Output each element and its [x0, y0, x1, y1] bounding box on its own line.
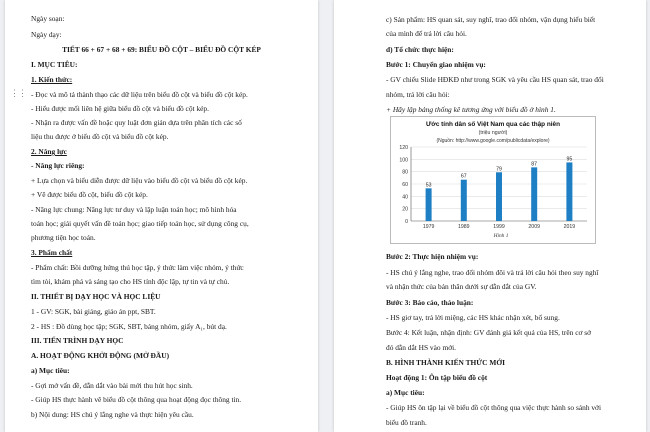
- y-tick-label: 120: [399, 145, 408, 151]
- left-line-1: Ngày soạn:: [31, 14, 65, 23]
- data-label-2019: 95: [566, 156, 573, 163]
- left-line-21: 1 - GV: SGK, bài giảng, giáo án ppt, SBT.: [31, 307, 156, 316]
- chart-title: Ước tính dân số Việt Nam qua các thập niên: [425, 121, 561, 128]
- left-line-10: 2. Năng lực: [31, 147, 67, 156]
- right-bottom-line-6: Bước 4: Kết luận, nhận định: GV đánh giá kết quả của HS, trên cơ sở: [386, 328, 592, 337]
- right-bottom-line-4: Bước 3: Báo cáo, thảo luận:: [386, 298, 474, 307]
- left-line-4: I. MỤC TIÊU:: [31, 60, 78, 69]
- y-tick-label: 40: [402, 194, 408, 201]
- y-tick-label: 0: [405, 219, 408, 225]
- left-line-12: + Lựa chọn và biểu diễn được dữ liệu vào biểu đồ cột và biểu đồ cột kép.: [31, 176, 248, 185]
- drag-handle-icon[interactable]: ⋮⋮: [10, 88, 26, 98]
- right-top-line-3: d) Tổ chức thực hiện:: [386, 45, 454, 54]
- right-bottom-line-8: B. HÌNH THÀNH KIẾN THỨC MỚI: [386, 358, 505, 367]
- data-label-1989: 67: [460, 173, 467, 180]
- left-line-13: + Vẽ được biểu đồ cột, biểu đồ cột kép.: [31, 190, 148, 199]
- left-line-8: - Nhận ra được vấn đề hoặc quy luật đơn giản dựa trên phân tích các số: [31, 118, 242, 127]
- data-label-2009: 87: [531, 161, 538, 168]
- left-line-7: - Hiểu được mối liên hệ giữa biểu đồ cột và biểu đồ cột kép.: [31, 104, 209, 113]
- left-line-23: III. TIẾN TRÌNH DẠY HỌC: [31, 336, 124, 345]
- x-tick-label-1989: 1989: [458, 224, 470, 230]
- bar-1999: [496, 172, 502, 221]
- chart-subtitle: (triệu người): [478, 130, 508, 136]
- bar-2019: [566, 162, 572, 221]
- right-bottom-line-3: và nhận thức của bản thân dưới sự dẫn dắt của GV.: [386, 282, 537, 291]
- data-label-1999: 79: [496, 166, 502, 173]
- right-bottom-line-5: - HS giơ tay, trả lời miệng, các HS khác nhận xét, bổ sung.: [386, 313, 560, 322]
- left-line-24: A. HOẠT ĐỘNG KHỞI ĐỘNG (MỞ ĐẦU): [31, 351, 170, 360]
- chart-caption: Hình 1: [493, 233, 509, 239]
- left-line-2: Ngày dạy:: [31, 30, 62, 39]
- y-tick-label: 80: [402, 169, 408, 176]
- left-line-15: toán học; giải quyết vấn đề toán học; giao tiếp toán học, sử dụng công cụ,: [31, 219, 249, 228]
- left-line-22: 2 - HS : Đồ dùng học tập; SGK, SBT, bảng nhóm, giấy A₁, bút dạ.: [31, 322, 227, 331]
- left-line-28: b) Nội dung: HS chú ý lắng nghe và thực hiện yêu cầu.: [31, 410, 194, 419]
- right-bottom-line-11: - Giúp HS ôn tập lại về biểu đồ cột thông qua việc thực hành so sánh với: [386, 403, 602, 412]
- left-line-16: phương tiện học toán.: [31, 233, 96, 242]
- left-line-26: - Gợi mở vấn đề, dẫn dắt vào bài mới thu hút học sinh.: [31, 381, 193, 390]
- right-top-line-2: của mình để trả lời câu hỏi.: [386, 29, 467, 38]
- left-line-6: - Đọc và mô tả thành thạo các dữ liệu trên biểu đồ cột và biểu đồ cột kép.: [31, 90, 248, 99]
- left-line-9: liệu thu được ở biểu đồ cột và biểu đồ cột kép.: [31, 132, 169, 141]
- left-line-27: - Giúp HS thực hành vẽ biểu đồ cột thông qua hoạt động đọc thông tin.: [31, 395, 242, 404]
- right-top-line-5: - GV chiếu Slide HĐKĐ như trong SGK và yêu cầu HS quan sát, trao đổi: [386, 75, 604, 84]
- right-top-line-1: c) Sản phẩm: HS quan sát, suy nghĩ, trao đổi nhóm, vận dụng hiểu biết: [386, 15, 596, 24]
- left-line-17: 3. Phẩm chất: [31, 248, 73, 257]
- x-tick-label-2019: 2019: [563, 224, 576, 230]
- chart-source: (Nguồn: http://www.google.com/publicdata/explore): [436, 138, 550, 144]
- left-line-25: a) Mục tiêu:: [31, 366, 70, 375]
- left-line-5: 1. Kiến thức:: [31, 75, 73, 84]
- x-tick-label-2009: 2009: [528, 224, 540, 230]
- y-tick-label: 100: [399, 157, 408, 164]
- left-line-3: TIẾT 66 + 67 + 68 + 69: BIỂU ĐỒ CỘT – BIỂU ĐỒ CỘT KÉP: [62, 45, 261, 54]
- right-bottom-line-1: Bước 2: Thực hiện nhiệm vụ:: [386, 252, 479, 261]
- left-line-19: tìm tòi, khám phá và sáng tạo cho HS tính độc lập, tự tin và tự chủ.: [31, 277, 230, 286]
- left-line-14: - Năng lực chung: Năng lực tư duy và lập luận toán học; mô hình hóa: [31, 205, 237, 214]
- left-line-18: - Phẩm chất: Bồi dưỡng hứng thú học tập, ý thức làm việc nhóm, ý thức: [31, 263, 244, 272]
- right-bottom-line-9: Hoạt động 1: Ôn tập biểu đồ cột: [386, 373, 488, 382]
- left-line-20: II. THIẾT BỊ DẠY HỌC VÀ HỌC LIỆU: [31, 292, 161, 301]
- y-tick-label: 60: [402, 182, 408, 188]
- bar-1989: [461, 180, 467, 221]
- chart-svg: [391, 117, 595, 243]
- right-top-line-7: + Hãy lập bảng thống kê tương ứng với biểu đồ ở hình 1.: [386, 105, 556, 114]
- right-page: [334, 0, 646, 432]
- right-bottom-line-10: a) Mục tiêu:: [386, 388, 425, 397]
- population-bar-chart: [390, 116, 596, 244]
- right-top-line-6: nhóm, trả lời câu hỏi:: [386, 90, 450, 99]
- right-top-line-4: Bước 1: Chuyển giao nhiệm vụ:: [386, 60, 486, 69]
- bar-2009: [531, 167, 537, 221]
- x-tick-label-1999: 1999: [493, 224, 505, 230]
- x-tick-label-1979: 1979: [422, 224, 435, 230]
- bar-1979: [426, 188, 432, 221]
- data-label-1979: 53: [425, 182, 432, 189]
- right-bottom-line-12: biểu đồ tranh.: [386, 418, 427, 427]
- y-tick-label: 20: [402, 206, 408, 213]
- left-page: [5, 0, 318, 432]
- left-line-11: - Năng lực riêng:: [31, 161, 85, 170]
- right-bottom-line-2: - HS chú ý lắng nghe, trao đổi nhóm đôi và trả lời câu hỏi theo suy nghĩ: [386, 268, 599, 277]
- right-bottom-line-7: đó dẫn dắt HS vào mới.: [386, 343, 457, 352]
